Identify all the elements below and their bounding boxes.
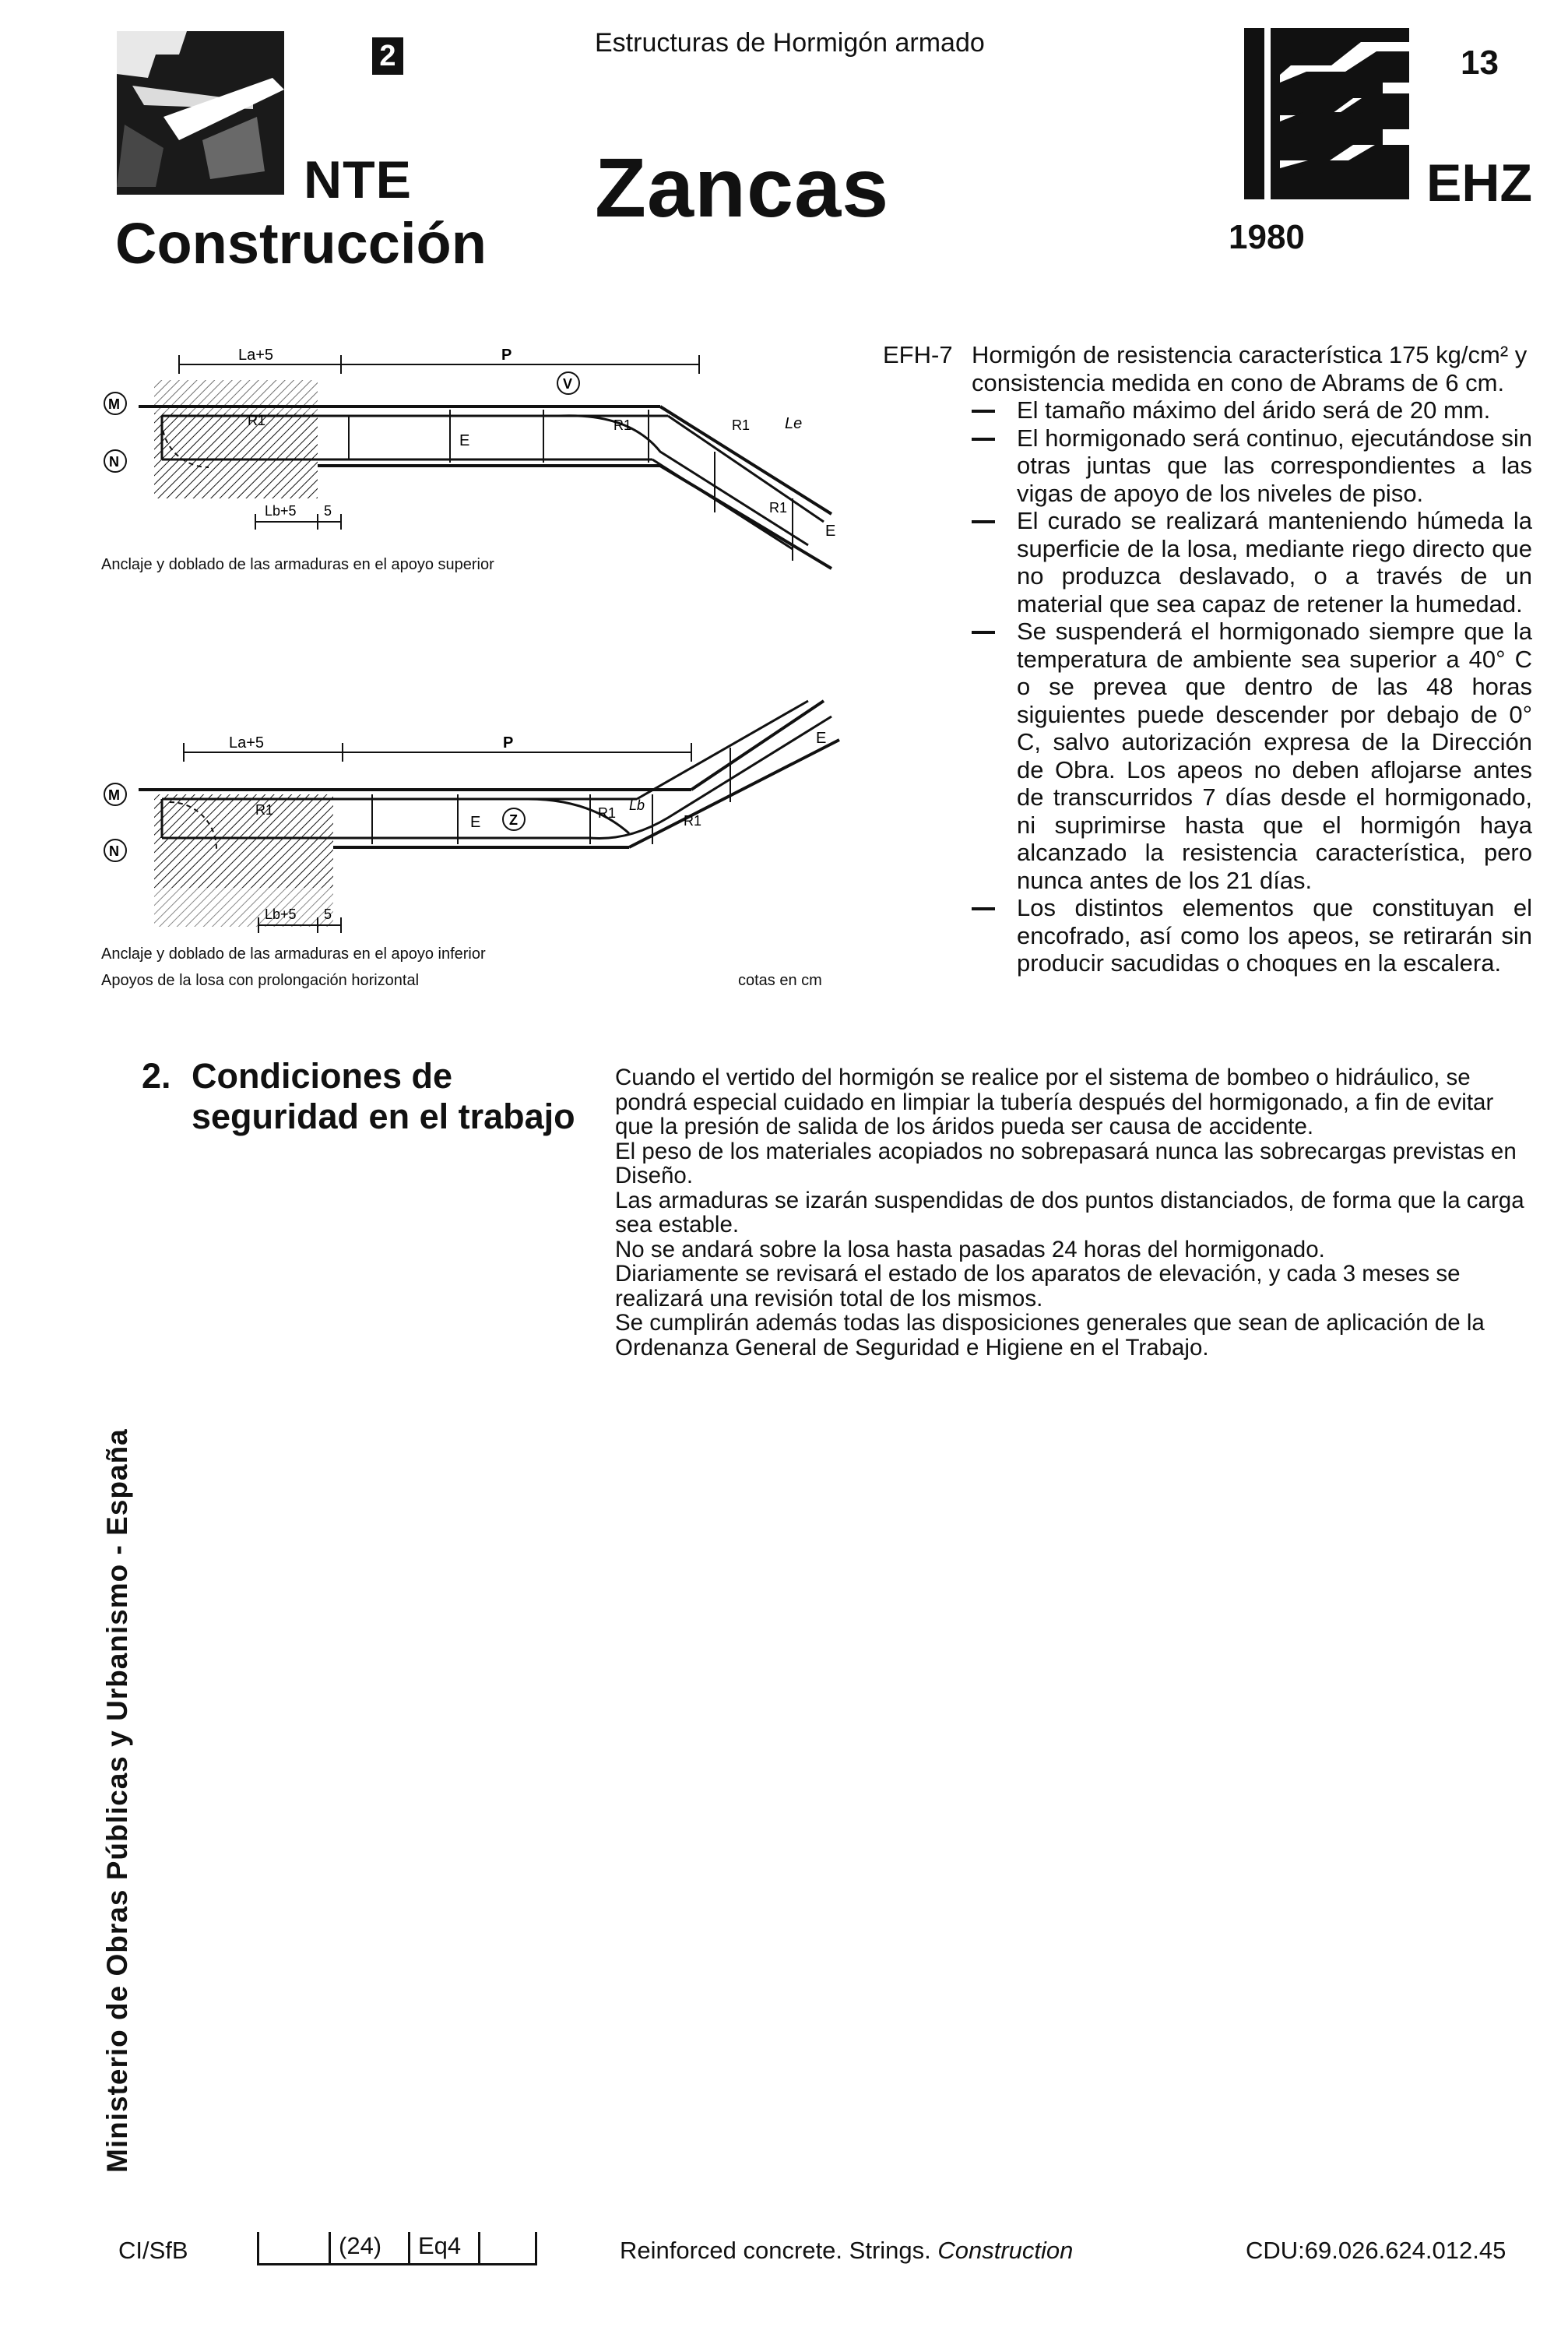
- label-r1b: R1: [613, 417, 632, 433]
- section-title: Condiciones de seguridad en el trabajo: [192, 1056, 575, 1136]
- class-cell: [478, 2232, 537, 2265]
- section-paragraph: No se andará sobre la losa hasta pasadas 24 horas del hormigonado.: [615, 1236, 1325, 1262]
- label-le: Le: [785, 415, 803, 432]
- spec-code: EFH-7: [883, 341, 953, 368]
- publication-year: 1980: [1229, 218, 1305, 256]
- section-body: [615, 1065, 1526, 1360]
- subject-label: Estructuras de Hormigón armado: [595, 28, 985, 58]
- section-label: Construcción: [115, 211, 487, 276]
- english-title-plain: Reinforced concrete. Strings.: [620, 2237, 938, 2264]
- dim-la5-b: La+5: [229, 734, 265, 752]
- label-z: Z: [509, 812, 518, 828]
- upper-diagram-caption: Anclaje y doblado de las armaduras en el apoyo superior: [101, 556, 494, 573]
- page-title: Zancas: [595, 140, 890, 234]
- label-e2-b: E: [816, 730, 827, 747]
- section-paragraph: Diariamente se revisará el estado de los aparatos de elevación, y cada 3 meses se realizará una revisión total de los mismos.: [615, 1261, 1461, 1311]
- label-r1a: R1: [248, 413, 266, 428]
- spec-item: Se suspenderá el hormigonado siempre que la temperatura de ambiente sea superior a 40° C o se prevea que dentro de las 48 horas siguientes puede descender por debajo de 0° C, salvo autorización expresa de la Dirección de Obra. Los apeos no deben aflojarse antes de transcurridos 7 días desde el hormigonado, ni suprimirse hasta que el hormigón haya alcanzado la resistencia característica, pero nunca antes de los 21 días.: [972, 618, 1532, 894]
- spec-text: [972, 341, 1532, 977]
- label-e2: E: [825, 523, 836, 540]
- section-paragraph: El peso de los materiales acopiados no sobrepasará nunca las sobrecargas previstas en Diseño.: [615, 1138, 1517, 1188]
- spec-item: El tamaño máximo del árido será de 20 mm.: [972, 396, 1532, 424]
- sheet-number: 13: [1461, 44, 1499, 82]
- section-paragraph: Las armaduras se izarán suspendidas de dos puntos distanciados, de forma que la carga sea estable.: [615, 1187, 1524, 1237]
- beam-section-b: [154, 794, 333, 888]
- label-n-b: N: [109, 843, 119, 859]
- label-v: V: [563, 376, 573, 392]
- class-cell: [257, 2232, 329, 2265]
- dim-lb5-b: Lb+5: [265, 907, 297, 922]
- section-paragraph: Cuando el vertido del hormigón se realice por el sistema de bombeo o hidráulico, se pondrá especial cuidado en limpiar la tubería después del hormigonado, a fin de evitar que la presión de salida de los áridos pueda ser causa de accidente.: [615, 1065, 1494, 1139]
- dim-p-b: P: [503, 734, 514, 752]
- label-r1b-b: R1: [598, 805, 617, 821]
- lower-support-diagram: [92, 685, 855, 989]
- label-r1c-b: R1: [684, 813, 702, 829]
- section-number: 2.: [142, 1056, 171, 1096]
- lower-diagram-caption-2: Apoyos de la losa con prolongación horizontal: [101, 972, 420, 989]
- dim-la5: La+5: [238, 347, 274, 364]
- spec-item: Los distintos elementos que constituyan el encofrado, así como los apeos, se retirarán sin producir sacudidas o choques en la escalera.: [972, 894, 1532, 977]
- label-e1: E: [459, 432, 470, 449]
- lower-diagram-caption: Anclaje y doblado de las armaduras en el apoyo inferior: [101, 945, 486, 963]
- dim-five: 5: [324, 503, 332, 519]
- label-r1c: R1: [732, 417, 751, 433]
- label-m-b: M: [108, 787, 120, 803]
- units-note: cotas en cm: [738, 972, 822, 989]
- dim-five-b: 5: [324, 907, 332, 922]
- english-title: [620, 2237, 1073, 2265]
- standard-code: EHZ: [1426, 153, 1532, 213]
- ministry-side-text: Ministerio de Obras Públicas y Urbanismo - España: [101, 1428, 133, 2173]
- cdu-code: CDU:69.026.624.012.45: [1246, 2237, 1506, 2264]
- nte-logo: [117, 31, 284, 195]
- class-cell: Eq4: [408, 2232, 479, 2265]
- label-lb: Lb: [629, 797, 645, 813]
- spec-intro: Hormigón de resistencia característica 175 kg/cm² y consistencia medida en cono de Abrams de 6 cm.: [972, 341, 1528, 396]
- english-title-italic: Construction: [937, 2237, 1074, 2264]
- upper-support-diagram: [92, 335, 855, 584]
- label-n: N: [109, 454, 119, 470]
- classification-boxes: [257, 2232, 568, 2271]
- series-label: NTE: [304, 150, 412, 209]
- label-m: M: [108, 396, 120, 412]
- dim-p: P: [501, 347, 512, 364]
- chapter-badge: 2: [372, 37, 403, 75]
- spec-item: El curado se realizará manteniendo húmeda la superficie de la losa, mediante riego directo que no produzca deslavado, o a través de un material que sea capaz de retener la humedad.: [972, 507, 1532, 618]
- label-e1-b: E: [470, 814, 481, 831]
- dim-lb5: Lb+5: [265, 503, 297, 519]
- section-paragraph: Se cumplirán además todas las disposiciones generales que sean de aplicación de la Ordenanza General de Seguridad e Higiene en el Trabajo.: [615, 1310, 1485, 1361]
- class-cell: (24): [329, 2232, 409, 2265]
- spec-item: El hormigonado será continuo, ejecutándose sin otras juntas que las correspondientes a las vigas de apoyo de los niveles de piso.: [972, 424, 1532, 508]
- label-r1a-b: R1: [255, 802, 274, 818]
- ehz-logo: [1244, 28, 1409, 199]
- cisfb-label: CI/SfB: [118, 2237, 188, 2264]
- label-r1d: R1: [769, 500, 788, 516]
